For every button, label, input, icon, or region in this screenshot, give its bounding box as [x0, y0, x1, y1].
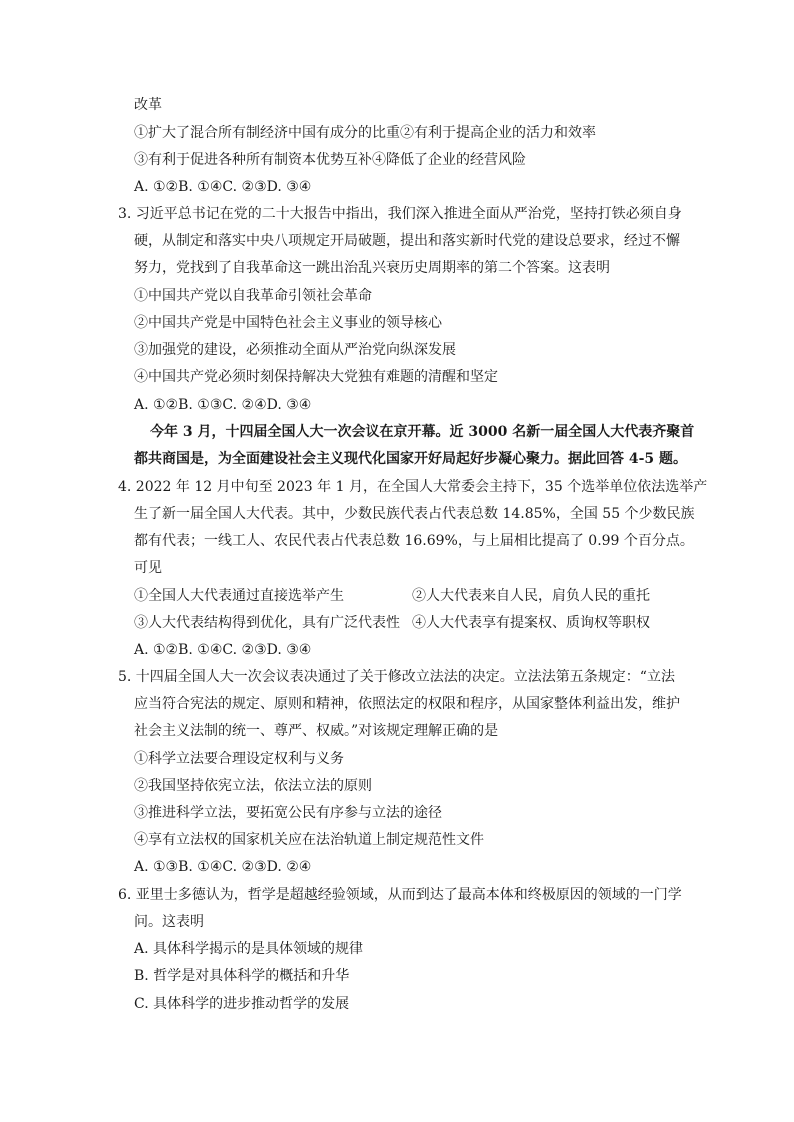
q4-option-1: ①全国人大代表通过直接选举产生 — [134, 588, 344, 604]
q6-stem-line-1: 6. 亚里士多德认为，哲学是超越经验领域，从而到达了最高本体和终极原因的领域的一门学 — [118, 887, 682, 903]
q2-stem-continuation: 改革 — [134, 97, 162, 113]
q5-stem-line-3: 社会主义法制的统一、尊严、权威。”对该规定理解正确的是 — [134, 723, 499, 739]
q4-option-4: ④人大代表享有提案权、质询权等职权 — [412, 615, 650, 631]
q3-stem-line-2: 硬，从制定和落实中央八项规定开局破题，提出和落实新时代党的建设总要求，经过不懈 — [134, 233, 680, 249]
q2-options-3-4: ③有利于促进各种所有制资本优势互补④降低了企业的经营风险 — [134, 152, 526, 168]
q4-stem-line-4: 可见 — [134, 560, 162, 576]
q3-option-4: ④中国共产党必须时刻保持解决大党独有难题的清醒和坚定 — [134, 369, 498, 385]
q6-stem-line-2: 问。这表明 — [134, 914, 204, 930]
q5-stem-line-2: 应当符合宪法的规定、原则和精神，依照法定的权限和程序，从国家整体利益出发，维护 — [134, 696, 680, 712]
q5-option-4: ④享有立法权的国家机关应在法治轨道上制定规范性文件 — [134, 832, 484, 848]
q4-stem-line-3: 都有代表；一线工人、农民代表占代表总数 16.69%，与上届相比提高了 0.99 个百分点。 — [134, 533, 694, 549]
q3-answer-choices: A. ①②B. ①③C. ②④D. ③④ — [134, 397, 312, 413]
q3-option-3: ③加强党的建设，必须推动全面从严治党向纵深发展 — [134, 342, 456, 358]
q3-stem-line-1: 3. 习近平总书记在党的二十大报告中指出，我们深入推进全面从严治党，坚持打铁必须自身 — [118, 206, 682, 222]
q5-option-3: ③推进科学立法，要拓宽公民有序参与立法的途径 — [134, 805, 442, 821]
q3-option-1: ①中国共产党以自我革命引领社会革命 — [134, 288, 372, 304]
q4-option-2: ②人大代表来自人民，肩负人民的重托 — [412, 588, 650, 604]
q3-option-2: ②中国共产党是中国特色社会主义事业的领导核心 — [134, 315, 442, 331]
q4-stem-line-2: 生了新一届全国人大代表。其中，少数民族代表占代表总数 14.85%，全国 55 个少数民族 — [134, 506, 695, 522]
q5-option-1: ①科学立法要合理设定权利与义务 — [134, 751, 344, 767]
q6-option-b: B. 哲学是对具体科学的概括和升华 — [134, 968, 350, 984]
q4-stem-line-1: 4. 2022 年 12 月中旬至 2023 年 1 月，在全国人大常委会主持下，35 个选举单位依法选举产 — [118, 479, 708, 495]
q6-option-a: A. 具体科学揭示的是具体领域的规律 — [134, 941, 364, 957]
q2-answer-choices: A. ①②B. ①④C. ②③D. ③④ — [134, 179, 312, 195]
q3-stem-line-3: 努力，党找到了自我革命这一跳出治乱兴衰历史周期率的第二个答案。这表明 — [134, 260, 610, 276]
q4-option-3: ③人大代表结构得到优化，具有广泛代表性 — [134, 615, 400, 631]
passage-line-2: 都共商国是，为全面建设社会主义现代化国家开好局起好步凝心聚力。据此回答 4-5 题。 — [134, 451, 688, 467]
q5-stem-line-1: 5. 十四届全国人大一次会议表决通过了关于修改立法法的决定。立法法第五条规定：“立法 — [118, 669, 675, 685]
passage-line-1: 今年 3 月，十四届全国人大一次会议在京开幕。近 3000 名新一届全国人大代表齐聚首 — [150, 424, 695, 440]
q6-option-c: C. 具体科学的进步推动哲学的发展 — [134, 996, 350, 1012]
q5-option-2: ②我国坚持依宪立法，依法立法的原则 — [134, 778, 372, 794]
q4-answer-choices: A. ①②B. ①④C. ②③D. ③④ — [134, 642, 312, 658]
q5-answer-choices: A. ①③B. ①④C. ②③D. ②④ — [134, 859, 312, 875]
q2-options-1-2: ①扩大了混合所有制经济中国有成分的比重②有利于提高企业的活力和效率 — [134, 125, 596, 141]
